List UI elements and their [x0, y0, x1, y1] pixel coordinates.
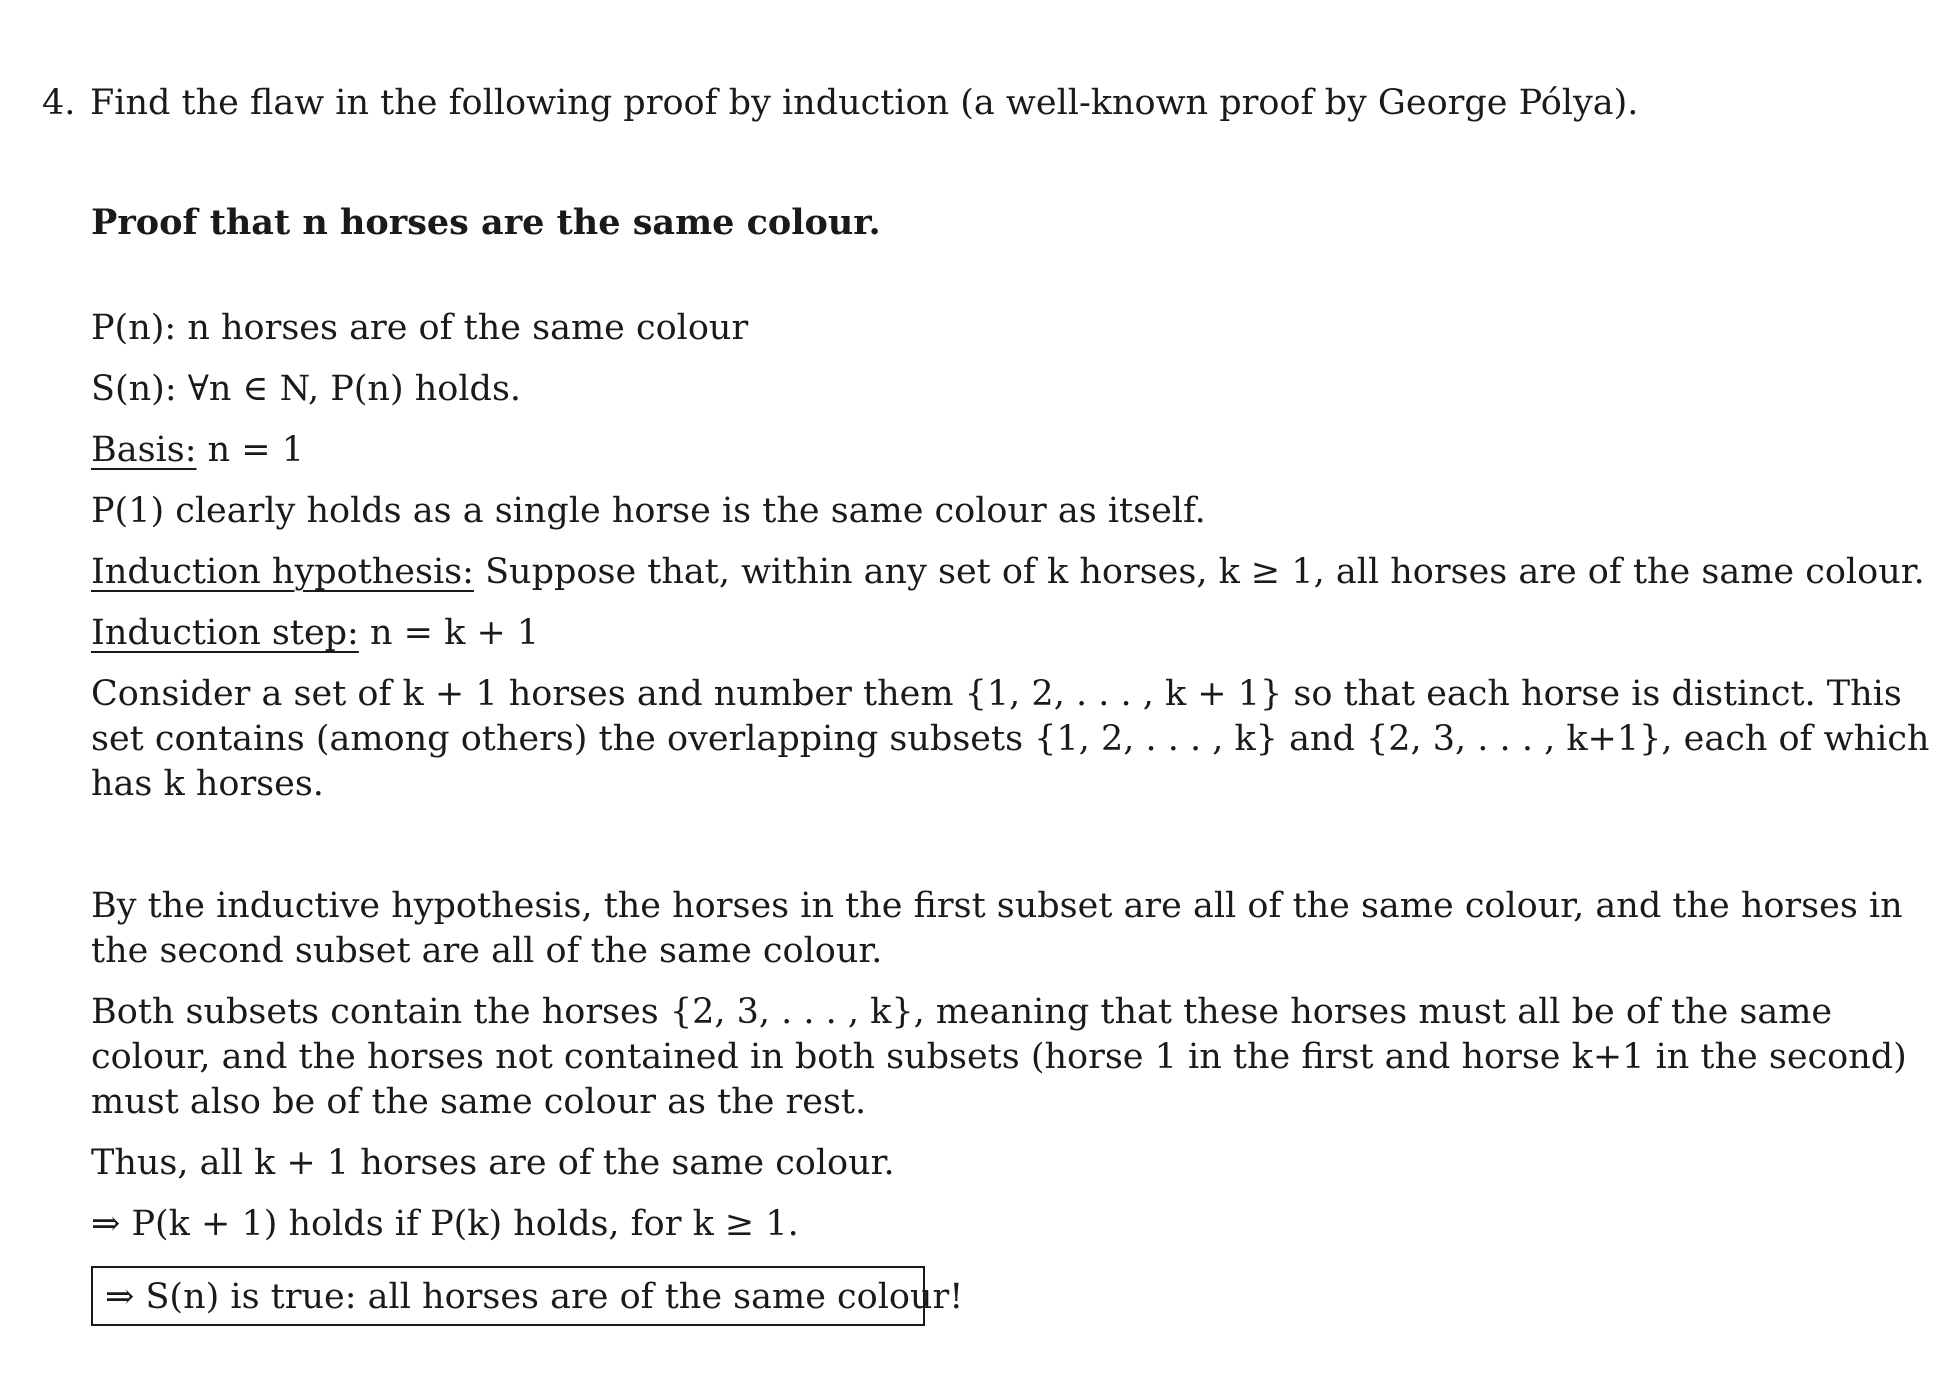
by-hyp-line-2: the second subset are all of the same colour. [91, 931, 883, 971]
basis-label: Basis: [91, 430, 197, 470]
basis-line [91, 427, 304, 473]
p-definition: P(n): n horses are of the same colour [91, 308, 749, 348]
conclusion-text: ⇒ S(n) is true: all horses are of the same colour! [105, 1277, 964, 1317]
question-text: Find the flaw in the following proof by induction (a well-known proof by George Pólya). [90, 83, 1639, 123]
step-label: Induction step: [91, 613, 359, 653]
hypothesis-line [91, 549, 1925, 595]
step-line [91, 610, 539, 656]
question-number: 4. [42, 83, 76, 123]
thus-line: Thus, all k + 1 horses are of the same colour. [91, 1143, 895, 1183]
basis-value: n = 1 [207, 430, 305, 470]
consider-line-2: set contains (among others) the overlapping subsets {1, 2, . . . , k} and {2, 3, . . . , k+1}, each of which [91, 719, 1930, 759]
hypothesis-label: Induction hypothesis: [91, 552, 474, 592]
implies-line: ⇒ P(k + 1) holds if P(k) holds, for k ≥ 1. [91, 1204, 799, 1244]
s-definition: S(n): ∀n ∈ N, P(n) holds. [91, 369, 522, 409]
by-hyp-line-1: By the inductive hypothesis, the horses in the first subset are all of the same colour, and the horses in [91, 886, 1903, 926]
basis-text: P(1) clearly holds as a single horse is the same colour as itself. [91, 491, 1206, 531]
both-line-2: colour, and the horses not contained in both subsets (horse 1 in the first and horse k+1 in the second) [91, 1037, 1907, 1077]
consider-line-3: has k horses. [91, 764, 324, 804]
consider-line-1: Consider a set of k + 1 horses and number them {1, 2, . . . , k + 1} so that each horse is distinct. This [91, 674, 1902, 714]
both-line-3: must also be of the same colour as the rest. [91, 1082, 867, 1122]
hypothesis-text: Suppose that, within any set of k horses, k ≥ 1, all horses are of the same colour. [485, 552, 1925, 592]
both-line-1: Both subsets contain the horses {2, 3, . . . , k}, meaning that these horses must all be of the same [91, 992, 1833, 1032]
proof-title: Proof that n horses are the same colour. [91, 202, 881, 243]
conclusion-box [91, 1266, 964, 1326]
step-value: n = k + 1 [370, 613, 540, 653]
